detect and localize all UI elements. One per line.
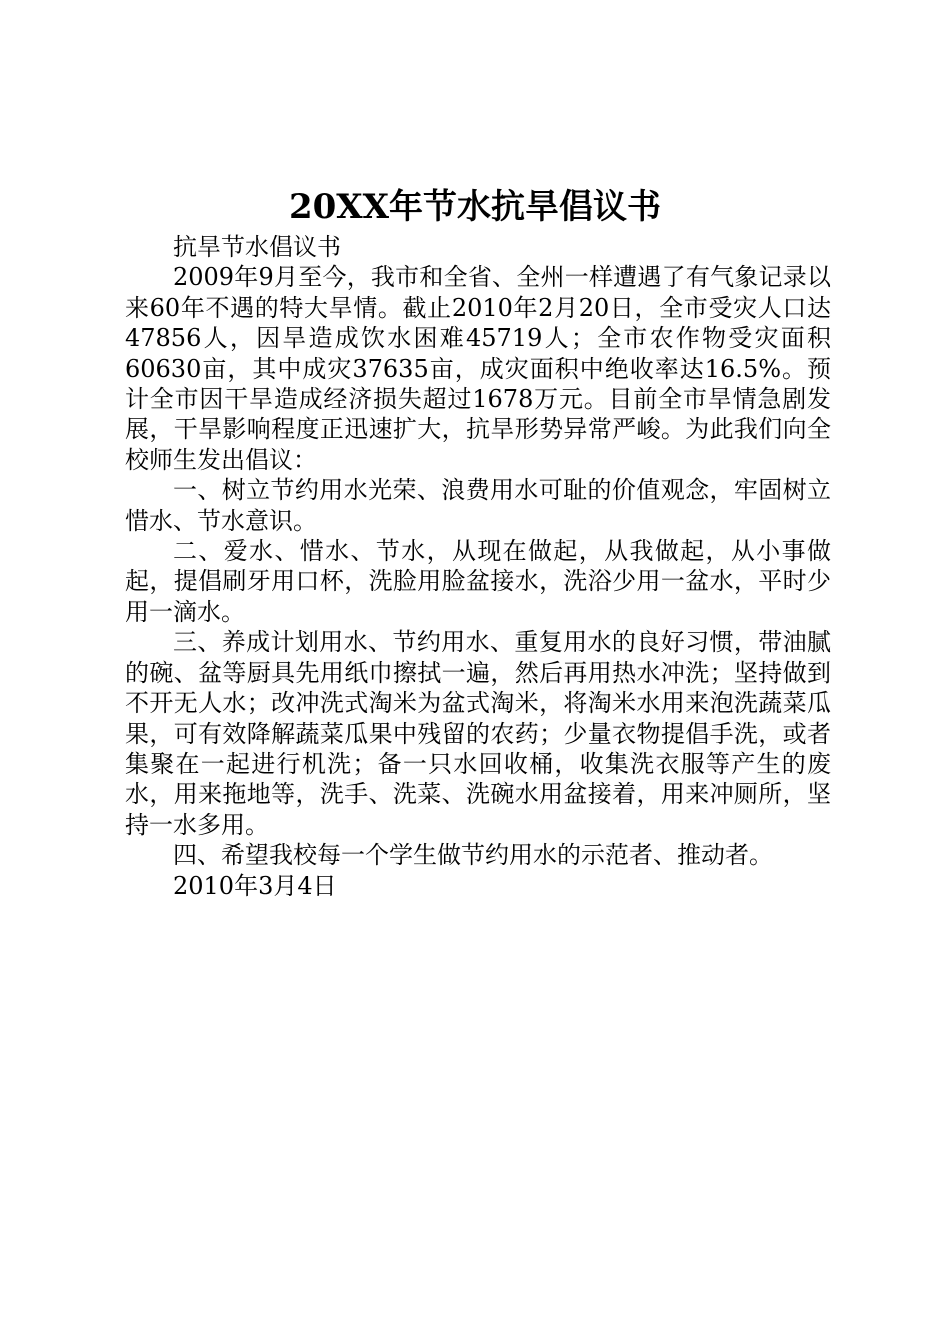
- paragraph-proposal-1: 一、树立节约用水光荣、浪费用水可耻的价值观念，牢固树立惜水、节水意识。: [125, 476, 831, 535]
- document-body: [125, 232, 831, 901]
- paragraph-date: 2010年3月4日: [173, 871, 337, 900]
- document-title: 20XX年节水抗旱倡议书: [288, 187, 662, 227]
- paragraph-heading: 抗旱节水倡议书: [173, 233, 341, 261]
- paragraph-proposal-3: 三、养成计划用水、节约用水、重复用水的良好习惯，带油腻的碗、盆等厨具先用纸巾擦拭一遍，然后再用热水冲洗；坚持做到不开无人水；改冲洗式淘米为盆式淘米，将淘米水用来泡洗蔬菜瓜果，可有效降解蔬菜瓜果中残留的农药；少量衣物提倡手洗，或者集聚在一起进行机洗；备一只水回收桶，收集洗衣服等产生的废水，用来拖地等，洗手、洗菜、洗碗水用盆接着，用来冲厕所，坚持一水多用。: [125, 628, 831, 839]
- paragraph-proposal-4: 四、希望我校每一个学生做节约用水的示范者、推动者。: [173, 841, 773, 870]
- paragraph-proposal-2: 二、爱水、惜水、节水，从现在做起，从我做起，从小事做起，提倡刷牙用口杯，洗脸用脸盆接水，洗浴少用一盆水，平时少用一滴水。: [125, 537, 831, 626]
- paragraph-situation: 2009年9月至今，我市和全省、全州一样遭遇了有气象记录以来60年不遇的特大旱情。截止2010年2月20日，全市受灾人口达47856人，因旱造成饮水困难45719人；全市农作物受灾面积60630亩，其中成灾37635亩，成灾面积中绝收率达16.5%。预计全市因干旱造成经济损失超过1678万元。目前全市旱情急剧发展，干旱影响程度正迅速扩大，抗旱形势异常严峻。为此我们向全校师生发出倡议：: [125, 263, 831, 474]
